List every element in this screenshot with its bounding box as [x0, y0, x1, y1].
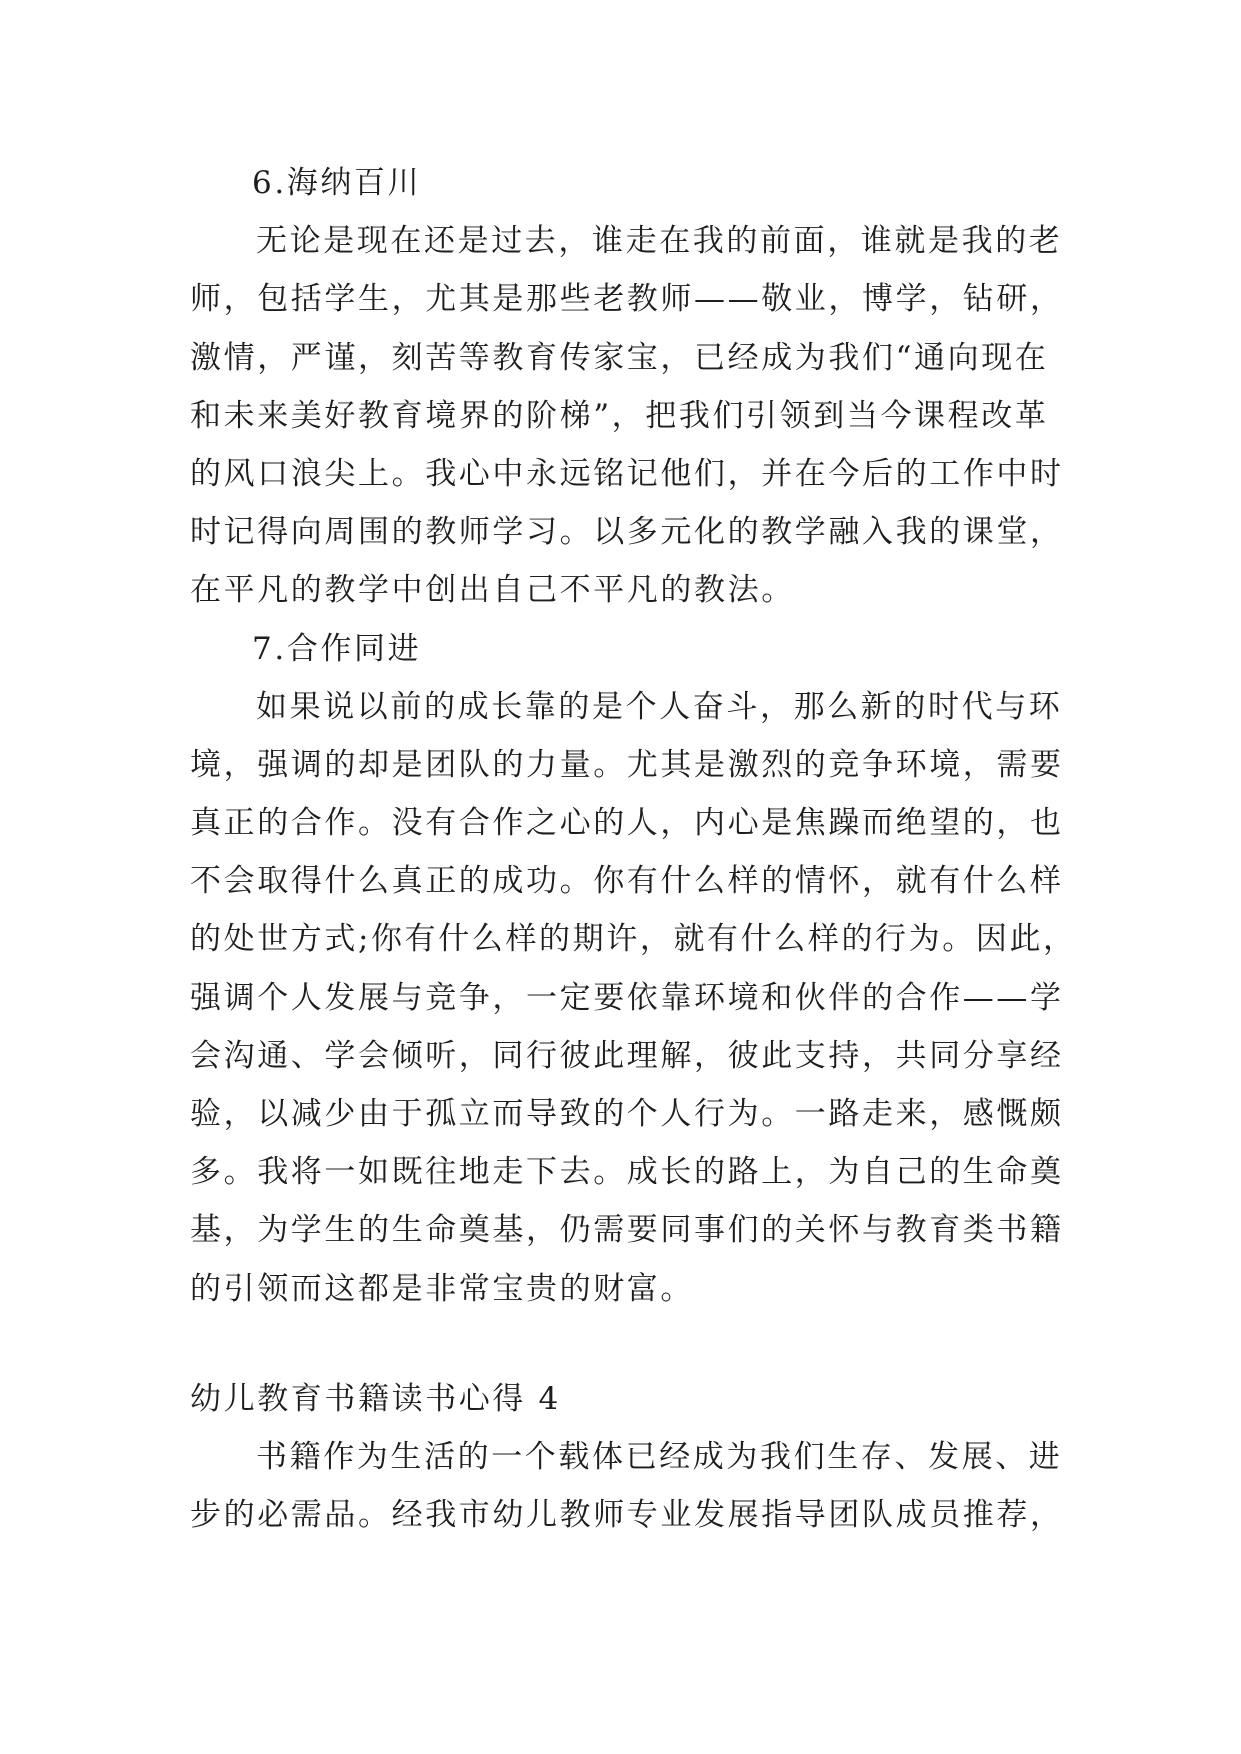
section-7-line: 境，强调的却是团队的力量。尤其是激烈的竞争环境，需要: [190, 746, 1064, 783]
section-7-line: 的引领而这都是非常宝贵的财富。: [190, 1270, 694, 1307]
document-body: [190, 154, 1077, 1544]
section-7-line: 会沟通、学会倾听，同行彼此理解，彼此支持，共同分享经: [190, 1037, 1064, 1074]
section-7-line: 验，以减少由于孤立而导致的个人行为。一路走来，感慨颇: [190, 1096, 1064, 1132]
section-7-line: 基，为学生的生命奠基，仍需要同事们的关怀与教育类书籍: [190, 1212, 1064, 1249]
section-7-line: 如果说以前的成长靠的是个人奋斗，那么新的时代与环: [256, 688, 1063, 725]
section-7-line: 真正的合作。没有合作之心的人，内心是焦躁而绝望的，也: [190, 805, 1064, 842]
section-gap: [190, 1318, 1070, 1370]
section-6-line: 师，包括学生，尤其是那些老教师——敬业，博学，钻研，: [190, 281, 1064, 318]
section-6-line: 时记得向周围的教师学习。以多元化的教学融入我的课堂，: [190, 514, 1064, 551]
section-6-line: 和未来美好教育境界的阶梯”，把我们引领到当今课程改革: [190, 397, 1049, 434]
section-6-line: 在平凡的教学中创出自己不平凡的教法。: [190, 572, 795, 609]
section-7-line: 的处世方式;你有什么样的期许，就有什么样的行为。因此，: [190, 921, 1077, 958]
section-7-line: 多。我将一如既往地走下去。成长的路上，为自己的生命奠: [190, 1154, 1064, 1191]
section-7-heading: 7.合作同进: [252, 630, 422, 667]
section-6-line: 无论是现在还是过去，谁走在我的前面，谁就是我的老: [256, 223, 1063, 260]
section-6-line: 的风口浪尖上。我心中永远铭记他们，并在今后的工作中时: [190, 455, 1064, 492]
section-7-line: 强调个人发展与竞争，一定要依靠环境和伙伴的合作——学: [190, 979, 1064, 1016]
section-7-line: 不会取得什么真正的成功。你有什么样的情怀，就有什么样: [190, 863, 1064, 900]
article-4-line: 书籍作为生活的一个载体已经成为我们生存、发展、进: [256, 1438, 1063, 1475]
section-6-line: 激情，严谨，刻苦等教育传家宝，已经成为我们“通向现在: [190, 339, 1049, 376]
section-6-heading: 6.海纳百川: [252, 165, 422, 201]
article-4-line: 步的必需品。经我市幼儿教师专业发展指导团队成员推荐，: [190, 1497, 1064, 1534]
article-4-title: 幼儿教育书籍读书心得 4: [190, 1380, 561, 1417]
